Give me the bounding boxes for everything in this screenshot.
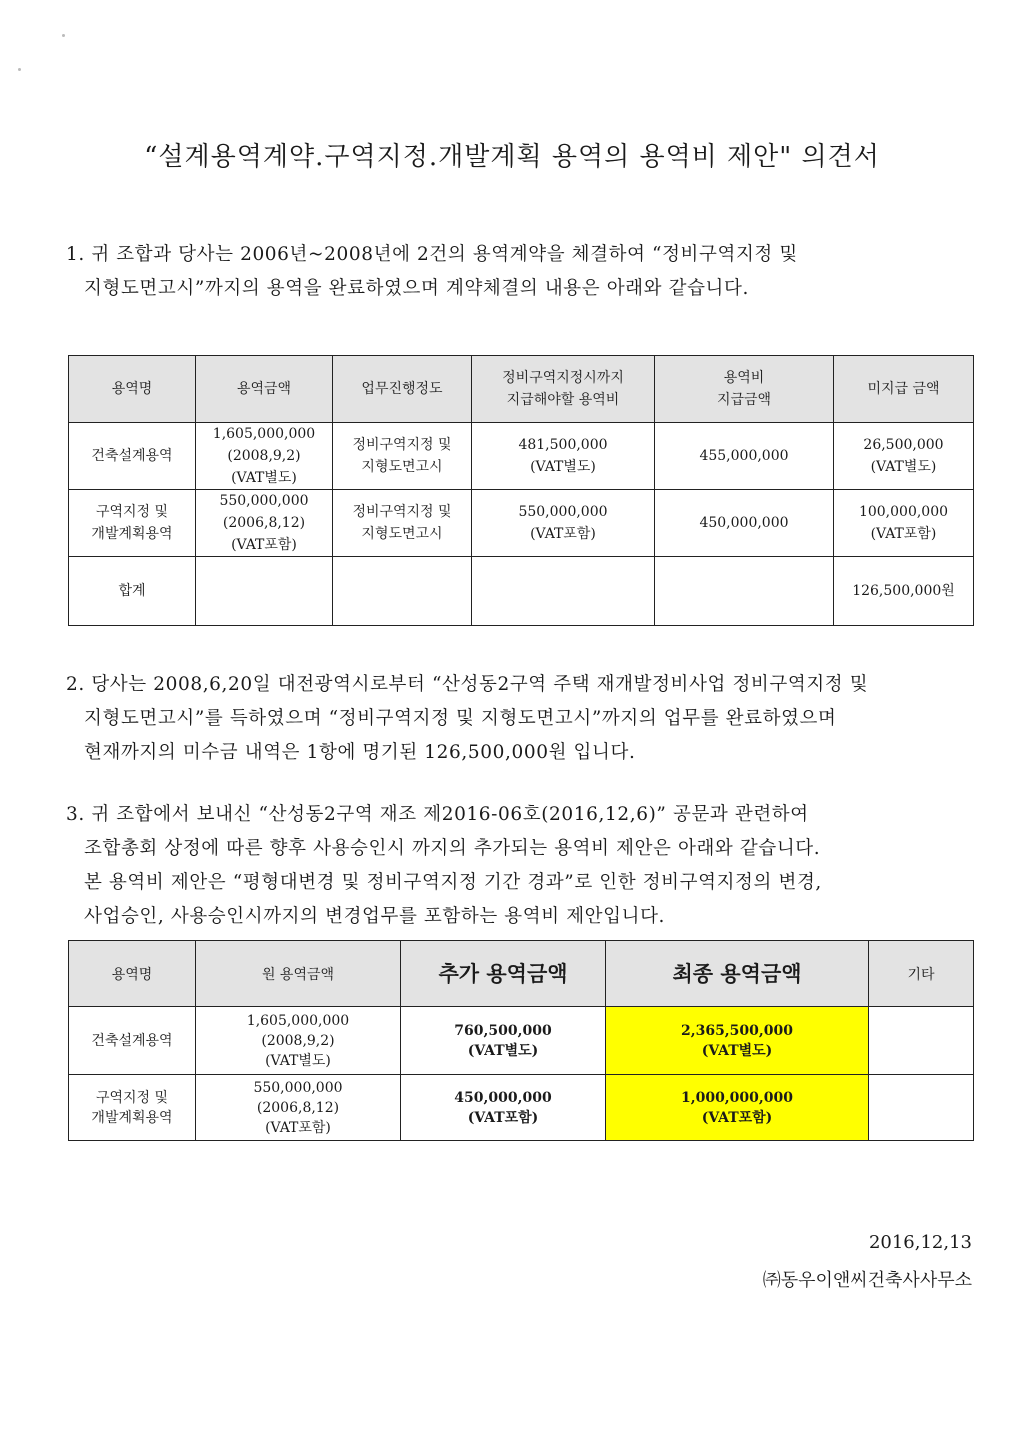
progress: 정비구역지정 및 지형도면고시 xyxy=(333,423,472,490)
scan-speck xyxy=(62,34,65,37)
original-amount: 1,605,000,000 (2008,9,2) (VAT별도) xyxy=(196,1007,401,1075)
header-cell: 용역비 지급금액 xyxy=(655,356,834,423)
header-cell: 추가 용역금액 xyxy=(401,941,606,1007)
header-cell: 원 용역금액 xyxy=(196,941,401,1007)
table-total-row xyxy=(69,557,974,626)
company-name: ㈜동우이앤씨건축사사무소 xyxy=(762,1270,972,1291)
amount-due: 481,500,000 (VAT별도) xyxy=(472,423,655,490)
header-cell: 정비구역지정시까지 지급해야할 용역비 xyxy=(472,356,655,423)
progress: 정비구역지정 및 지형도면고시 xyxy=(333,490,472,557)
table-row xyxy=(69,1007,974,1075)
table-row xyxy=(69,490,974,557)
total-value: 126,500,000원 xyxy=(834,557,974,626)
header-cell: 용역명 xyxy=(69,356,196,423)
amount-due: 550,000,000 (VAT포함) xyxy=(472,490,655,557)
service-name: 건축설계용역 xyxy=(69,423,196,490)
amount-unpaid: 26,500,000 (VAT별도) xyxy=(834,423,974,490)
service-name: 건축설계용역 xyxy=(69,1007,196,1075)
amount-unpaid: 100,000,000 (VAT포함) xyxy=(834,490,974,557)
table-row xyxy=(69,1075,974,1141)
document-title: “설계용역계약.구역지정.개발계획 용역의 용역비 제안" 의견서 xyxy=(144,142,880,172)
header-cell: 기타 xyxy=(869,941,974,1007)
proposal-table xyxy=(68,940,974,1141)
table-row xyxy=(69,423,974,490)
service-name: 구역지정 및 개발계획용역 xyxy=(69,1075,196,1141)
final-amount: 1,000,000,000 (VAT포함) xyxy=(606,1075,869,1141)
header-cell: 미지급 금액 xyxy=(834,356,974,423)
scan-speck xyxy=(18,68,21,71)
paragraph-2: 2. 당사는 2008,6,20일 대전광역시로부터 “산성동2구역 주택 재개발정비사업 정비구역지정 및 지형도면고시”를 득하였으며 “정비구역지정 및 지형도면고시”까지의 업무를 완료하였으며 현재까지의 미수금 내역은 1항에 명기된 126,500,000원 입니다. xyxy=(66,674,869,763)
paragraph-3: 3. 귀 조합에서 보내신 “산성동2구역 재조 제2016-06호(2016,12,6)” 공문과 관련하여 조합총회 상정에 따른 향후 사용승인시 까지의 추가되는 용역비 제안은 아래와 같습니다. 본 용역비 제안은 “평형대변경 및 정비구역지정 기간 경과”로 인한 정비구역지정의 변경, 사업승인, 사용승인시까지의 변경업무를 포함하는 용역비 제안입니다. xyxy=(66,804,822,927)
service-name: 구역지정 및 개발계획용역 xyxy=(69,490,196,557)
total-label: 합계 xyxy=(69,557,196,626)
header-cell: 용역금액 xyxy=(196,356,333,423)
amount-paid: 450,000,000 xyxy=(655,490,834,557)
contract-amount: 1,605,000,000 (2008,9,2) (VAT별도) xyxy=(196,423,333,490)
document-date: 2016,12,13 xyxy=(868,1232,972,1253)
original-amount: 550,000,000 (2006,8,12) (VAT포함) xyxy=(196,1075,401,1141)
etc-cell xyxy=(869,1007,974,1075)
amount-paid: 455,000,000 xyxy=(655,423,834,490)
table-header-row xyxy=(69,941,974,1007)
contract-amount: 550,000,000 (2006,8,12) (VAT포함) xyxy=(196,490,333,557)
header-cell: 업무진행정도 xyxy=(333,356,472,423)
contract-table xyxy=(68,355,974,626)
etc-cell xyxy=(869,1075,974,1141)
table-header-row xyxy=(69,356,974,423)
paragraph-1: 1. 귀 조합과 당사는 2006년~2008년에 2건의 용역계약을 체결하여 “정비구역지정 및 지형도면고시”까지의 용역을 완료하였으며 계약체결의 내용은 아래와 같습니다. xyxy=(66,244,798,299)
additional-amount: 450,000,000 (VAT포함) xyxy=(401,1075,606,1141)
additional-amount: 760,500,000 (VAT별도) xyxy=(401,1007,606,1075)
final-amount: 2,365,500,000 (VAT별도) xyxy=(606,1007,869,1075)
header-cell: 최종 용역금액 xyxy=(606,941,869,1007)
header-cell: 용역명 xyxy=(69,941,196,1007)
